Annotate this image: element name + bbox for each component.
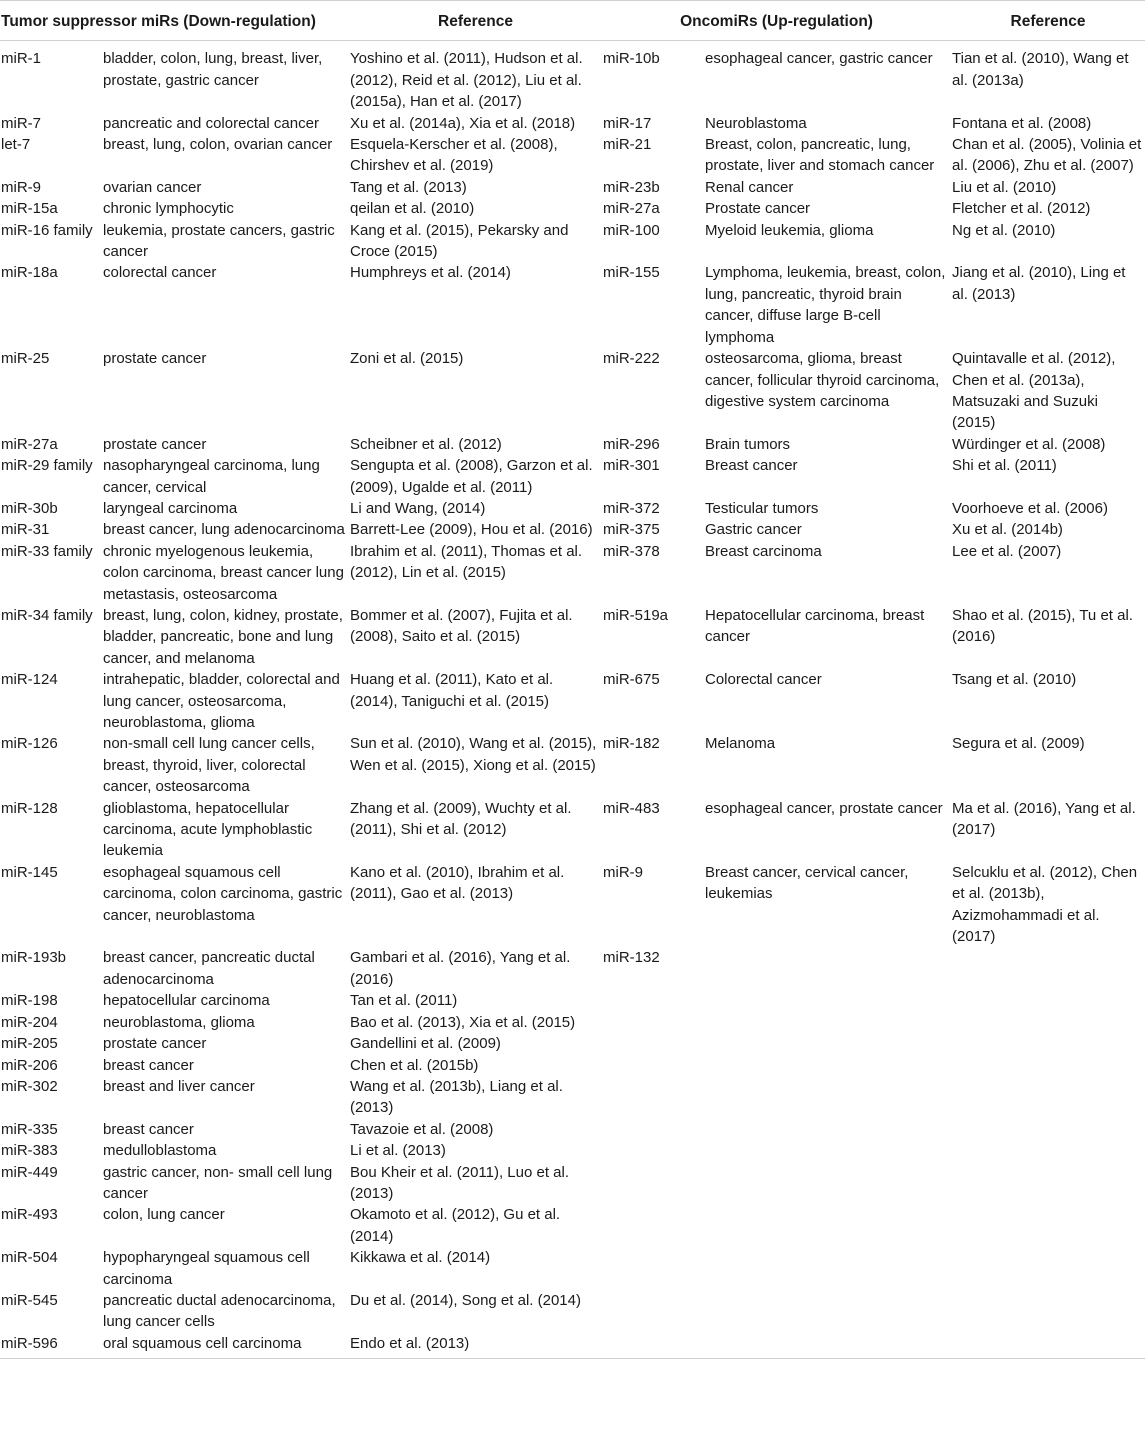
oncomir-cancer-types-cell: Brain tumors <box>705 435 791 453</box>
suppressor-mir-cell: miR-302 <box>1 1077 58 1095</box>
suppressor-mir-cell: miR-9 <box>1 178 41 196</box>
oncomir-reference-cell: Würdinger et al. (2008) <box>952 435 1106 453</box>
oncomir-name-cell <box>602 990 704 1011</box>
oncomir-reference-cell <box>951 1204 1145 1247</box>
suppressor-cancer-types-cell: nasopharyngeal carcinoma, lung cancer, cervical <box>103 457 320 496</box>
suppressor-cancer-types-cell: pancreatic and colorectal cancer <box>103 114 319 132</box>
suppressor-mir-cell: miR-33 family <box>1 542 93 560</box>
oncomir-reference-cell: Fletcher et al. (2012) <box>952 200 1091 218</box>
oncomir-reference-cell: Voorhoeve et al. (2006) <box>952 499 1108 517</box>
table-row <box>0 1119 1145 1140</box>
table-row <box>0 498 1145 519</box>
suppressor-mir-cell: miR-596 <box>0 1333 102 1359</box>
oncomir-cancer-types-cell: Renal cancer <box>705 178 794 196</box>
oncomir-name-cell <box>602 1140 704 1161</box>
oncomir-name-cell <box>602 1162 704 1205</box>
header-row <box>0 1 1145 41</box>
table-row <box>0 1140 1145 1161</box>
oncomir-cancer-types-cell: Testicular tumors <box>705 499 819 517</box>
oncomir-cancer-types-cell: Myeloid leukemia, glioma <box>705 221 874 239</box>
suppressor-mir-cell: miR-124 <box>1 671 58 689</box>
suppressor-reference-cell: Tang et al. (2013) <box>350 178 467 196</box>
oncomir-name-cell: miR-222 <box>603 350 660 368</box>
oncomir-cancer-types-cell: esophageal cancer, prostate cancer <box>705 799 943 817</box>
suppressor-cancer-types-cell: ovarian cancer <box>103 178 202 196</box>
suppressor-cancer-types-cell: prostate cancer <box>103 435 207 453</box>
oncomir-cancer-types-cell: Breast cancer, cervical cancer, leukemias <box>705 863 909 903</box>
suppressor-reference-cell: Sun et al. (2010), Wang et al. (2015), Wen et al. (2015), Xiong et al. (2015) <box>350 735 597 774</box>
oncomir-cancer-types-cell: osteosarcoma, glioma, breast cancer, follicular thyroid carcinoma, digestive system carcinoma <box>705 350 940 410</box>
suppressor-reference-cell: Tavazoie et al. (2008) <box>350 1120 494 1138</box>
suppressor-mir-cell: miR-545 <box>1 1291 58 1309</box>
oncomir-name-cell: miR-301 <box>603 457 660 475</box>
oncomir-cancer-types-cell: Colorectal cancer <box>705 671 822 689</box>
table-row <box>0 862 1145 948</box>
oncomir-name-cell: miR-23b <box>603 178 660 196</box>
suppressor-reference-cell: Huang et al. (2011), Kato et al. (2014), Taniguchi et al. (2015) <box>350 671 554 710</box>
suppressor-reference-cell: Barrett-Lee (2009), Hou et al. (2016) <box>350 521 593 539</box>
suppressor-mir-cell: miR-16 family <box>1 221 93 239</box>
suppressor-reference-cell: Chen et al. (2015b) <box>350 1056 479 1074</box>
oncomir-reference-cell: Quintavalle et al. (2012), Chen et al. (2013a), Matsuzaki and Suzuki (2015) <box>952 350 1116 432</box>
oncomir-reference-cell <box>951 1012 1145 1033</box>
oncomir-cancer-types-cell <box>704 1247 951 1290</box>
suppressor-mir-cell: miR-493 <box>1 1206 58 1224</box>
oncomir-cancer-types-cell <box>704 1055 951 1076</box>
oncomir-name-cell: miR-675 <box>603 671 660 689</box>
oncomir-name-cell: miR-519a <box>603 606 669 624</box>
table-row <box>0 541 1145 605</box>
suppressor-mir-cell: miR-15a <box>1 200 58 218</box>
oncomir-reference-cell: Jiang et al. (2010), Ling et al. (2013) <box>952 264 1126 303</box>
oncomir-cancer-types-cell: Melanoma <box>705 735 776 753</box>
oncomir-reference-cell: Fontana et al. (2008) <box>952 114 1092 132</box>
oncomir-cancer-types-cell: Breast, colon, pancreatic, lung, prostate, liver and stomach cancer <box>705 136 935 175</box>
oncomir-name-cell: miR-182 <box>603 735 660 753</box>
oncomir-reference-cell <box>951 1333 1145 1359</box>
suppressor-mir-cell: miR-27a <box>1 435 58 453</box>
header-reference-left: Reference <box>349 1 602 41</box>
suppressor-reference-cell: Xu et al. (2014a), Xia et al. (2018) <box>350 114 576 132</box>
suppressor-cancer-types-cell: prostate cancer <box>103 350 207 368</box>
table-row <box>0 1247 1145 1290</box>
suppressor-cancer-types-cell: esophageal squamous cell carcinoma, colon carcinoma, gastric cancer, neuroblastoma <box>103 863 343 924</box>
suppressor-mir-cell: miR-335 <box>1 1120 58 1138</box>
oncomir-cancer-types-cell: Prostate cancer <box>705 200 811 218</box>
oncomir-cancer-types-cell <box>704 1012 951 1033</box>
oncomir-name-cell <box>602 1333 704 1359</box>
oncomir-cancer-types-cell <box>704 1140 951 1161</box>
suppressor-cancer-types-cell: neuroblastoma, glioma <box>103 1013 255 1031</box>
suppressor-reference-cell: Li and Wang, (2014) <box>350 499 486 517</box>
oncomir-name-cell <box>602 1119 704 1140</box>
suppressor-reference-cell: Zoni et al. (2015) <box>350 350 464 368</box>
oncomir-name-cell: miR-27a <box>603 200 660 218</box>
suppressor-cancer-types-cell: prostate cancer <box>103 1035 207 1053</box>
suppressor-cancer-types-cell: colorectal cancer <box>103 264 217 282</box>
suppressor-cancer-types-cell: intrahepatic, bladder, colorectal and lung cancer, osteosarcoma, neuroblastoma, glioma <box>103 671 340 731</box>
table-header <box>0 1 1145 41</box>
suppressor-reference-cell: Yoshino et al. (2011), Hudson et al. (2012), Reid et al. (2012), Liu et al. (2015a), Han et al. (2017) <box>350 50 583 111</box>
oncomir-cancer-types-cell <box>704 1333 951 1359</box>
header-oncomirs: OncomiRs (Up-regulation) <box>602 1 951 41</box>
suppressor-mir-cell: miR-193b <box>1 949 67 967</box>
suppressor-reference-cell: Humphreys et al. (2014) <box>350 264 511 282</box>
suppressor-cancer-types-cell: medulloblastoma <box>103 1142 217 1160</box>
table-row <box>0 733 1145 797</box>
table-row <box>0 990 1145 1011</box>
suppressor-cancer-types-cell: oral squamous cell carcinoma <box>102 1333 349 1359</box>
oncomir-cancer-types-cell: Lymphoma, leukemia, breast, colon, lung, pancreatic, thyroid brain cancer, diffuse large B-cell lymphoma <box>705 264 946 346</box>
suppressor-reference-cell: qeilan et al. (2010) <box>350 200 475 218</box>
oncomir-cancer-types-cell <box>704 947 951 990</box>
oncomir-cancer-types-cell <box>704 990 951 1011</box>
suppressor-mir-cell: miR-145 <box>1 863 58 881</box>
oncomir-reference-cell: Shao et al. (2015), Tu et al. (2016) <box>952 606 1133 646</box>
header-tumor-suppressor: Tumor suppressor miRs (Down-regulation) <box>0 1 349 41</box>
oncomir-name-cell: miR-17 <box>603 114 652 132</box>
suppressor-cancer-types-cell: glioblastoma, hepatocellular carcinoma, acute lymphoblastic leukemia <box>103 799 313 860</box>
suppressor-reference-cell: Gambari et al. (2016), Yang et al. (2016) <box>350 949 571 988</box>
oncomir-cancer-types-cell <box>704 1076 951 1119</box>
oncomir-reference-cell: Ma et al. (2016), Yang et al. (2017) <box>952 799 1136 839</box>
table-row <box>0 798 1145 862</box>
oncomir-name-cell <box>602 1076 704 1119</box>
oncomir-reference-cell: Tsang et al. (2010) <box>952 671 1077 689</box>
table-row <box>0 519 1145 540</box>
oncomir-cancer-types-cell: esophageal cancer, gastric cancer <box>705 50 933 68</box>
oncomir-cancer-types-cell <box>704 1033 951 1054</box>
oncomir-cancer-types-cell: Hepatocellular carcinoma, breast cancer <box>705 606 925 646</box>
oncomir-name-cell <box>602 1055 704 1076</box>
suppressor-reference-cell: Gandellini et al. (2009) <box>350 1035 501 1053</box>
suppressor-reference-cell: Sengupta et al. (2008), Garzon et al. (2009), Ugalde et al. (2011) <box>350 457 593 496</box>
suppressor-cancer-types-cell: non-small cell lung cancer cells, breast, thyroid, liver, colorectal cancer, osteosarcoma <box>103 735 315 796</box>
table-row <box>0 177 1145 198</box>
suppressor-mir-cell: miR-204 <box>1 1013 58 1031</box>
oncomir-cancer-types-cell <box>704 1119 951 1140</box>
table-row <box>0 262 1145 348</box>
suppressor-cancer-types-cell: breast cancer, pancreatic ductal adenocarcinoma <box>103 949 315 988</box>
oncomir-name-cell: miR-132 <box>603 949 660 967</box>
oncomir-reference-cell <box>951 1247 1145 1290</box>
suppressor-reference-cell: Okamoto et al. (2012), Gu et al. (2014) <box>350 1206 561 1245</box>
suppressor-reference-cell: Scheibner et al. (2012) <box>350 435 502 453</box>
oncomir-reference-cell: Liu et al. (2010) <box>952 178 1057 196</box>
table-row <box>0 1204 1145 1247</box>
suppressor-mir-cell: miR-25 <box>1 350 50 368</box>
suppressor-reference-cell: Wang et al. (2013b), Liang et al. (2013) <box>350 1077 563 1117</box>
suppressor-mir-cell: miR-30b <box>1 499 58 517</box>
suppressor-reference-cell: Kano et al. (2010), Ibrahim et al. (2011), Gao et al. (2013) <box>350 863 565 903</box>
suppressor-mir-cell: miR-29 family <box>1 457 93 475</box>
suppressor-cancer-types-cell: gastric cancer, non- small cell lung cancer <box>103 1163 333 1202</box>
oncomir-reference-cell: Selcuklu et al. (2012), Chen et al. (2013b), Azizmohammadi et al. (2017) <box>952 863 1138 946</box>
suppressor-cancer-types-cell: breast cancer <box>103 1120 194 1138</box>
table-row <box>0 455 1145 498</box>
suppressor-reference-cell: Esquela-Kerscher et al. (2008), Chirshev et al. (2019) <box>350 136 558 175</box>
table-row <box>0 1290 1145 1333</box>
oncomir-cancer-types-cell: Gastric cancer <box>705 521 802 539</box>
oncomir-reference-cell: Ng et al. (2010) <box>952 221 1056 239</box>
suppressor-reference-cell: Bommer et al. (2007), Fujita et al. (2008), Saito et al. (2015) <box>350 606 573 646</box>
suppressor-mir-cell: miR-504 <box>1 1249 58 1267</box>
table-row <box>0 669 1145 733</box>
oncomir-reference-cell <box>951 1119 1145 1140</box>
oncomir-reference-cell: Chan et al. (2005), Volinia et al. (2006), Zhu et al. (2007) <box>952 136 1142 175</box>
suppressor-mir-cell: miR-206 <box>1 1056 58 1074</box>
table-row <box>0 41 1145 113</box>
table-row <box>0 1076 1145 1119</box>
suppressor-cancer-types-cell: breast, lung, colon, kidney, prostate, bladder, pancreatic, bone and lung cancer, and melanoma <box>103 606 343 667</box>
suppressor-cancer-types-cell: breast cancer <box>103 1056 194 1074</box>
suppressor-cancer-types-cell: hypopharyngeal squamous cell carcinoma <box>103 1249 310 1288</box>
oncomir-reference-cell <box>951 1033 1145 1054</box>
oncomir-name-cell: miR-378 <box>603 542 660 560</box>
oncomir-name-cell: miR-375 <box>603 521 660 539</box>
suppressor-cancer-types-cell: pancreatic ductal adenocarcinoma, lung cancer cells <box>103 1291 336 1331</box>
suppressor-cancer-types-cell: breast cancer, lung adenocarcinoma <box>103 521 345 539</box>
suppressor-mir-cell: miR-7 <box>1 114 41 132</box>
table-row <box>0 348 1145 434</box>
suppressor-mir-cell: miR-18a <box>1 264 58 282</box>
suppressor-reference-cell: Endo et al. (2013) <box>349 1333 602 1359</box>
oncomir-reference-cell <box>951 1290 1145 1333</box>
suppressor-mir-cell: miR-31 <box>1 521 50 539</box>
oncomir-name-cell <box>602 1033 704 1054</box>
oncomir-reference-cell: Shi et al. (2011) <box>952 457 1057 475</box>
suppressor-cancer-types-cell: hepatocellular carcinoma <box>103 992 270 1010</box>
suppressor-cancer-types-cell: chronic lymphocytic <box>103 200 234 218</box>
table-row <box>0 1012 1145 1033</box>
oncomir-reference-cell <box>951 1076 1145 1119</box>
oncomir-cancer-types-cell <box>704 1162 951 1205</box>
oncomir-cancer-types-cell: Breast cancer <box>705 457 798 475</box>
oncomir-cancer-types-cell <box>704 1290 951 1333</box>
suppressor-mir-cell: miR-1 <box>1 50 41 68</box>
table-body <box>0 41 1145 1359</box>
oncomir-name-cell: miR-21 <box>603 136 652 154</box>
oncomir-reference-cell <box>951 1055 1145 1076</box>
table-row <box>0 1033 1145 1054</box>
oncomir-name-cell: miR-10b <box>603 50 660 68</box>
suppressor-cancer-types-cell: leukemia, prostate cancers, gastric cancer <box>103 221 335 261</box>
suppressor-mir-cell: miR-198 <box>1 992 58 1010</box>
table-row <box>0 134 1145 177</box>
oncomir-cancer-types-cell: Neuroblastoma <box>705 114 807 132</box>
table-row <box>0 434 1145 455</box>
table-row <box>0 1162 1145 1205</box>
oncomir-reference-cell: Xu et al. (2014b) <box>952 521 1063 539</box>
suppressor-reference-cell: Kang et al. (2015), Pekarsky and Croce (2015) <box>350 221 569 261</box>
oncomir-name-cell <box>602 1204 704 1247</box>
table-row <box>0 947 1145 990</box>
oncomir-reference-cell <box>951 1140 1145 1161</box>
oncomir-cancer-types-cell <box>704 1204 951 1247</box>
oncomir-name-cell: miR-155 <box>603 264 660 282</box>
suppressor-reference-cell: Li et al. (2013) <box>350 1142 446 1160</box>
oncomir-name-cell: miR-483 <box>603 799 660 817</box>
suppressor-cancer-types-cell: colon, lung cancer <box>103 1206 225 1224</box>
oncomir-reference-cell <box>951 1162 1145 1205</box>
oncomir-reference-cell: Lee et al. (2007) <box>952 542 1062 560</box>
oncomir-name-cell: miR-296 <box>603 435 660 453</box>
oncomir-name-cell <box>602 1247 704 1290</box>
suppressor-mir-cell: miR-205 <box>1 1035 58 1053</box>
suppressor-cancer-types-cell: breast, lung, colon, ovarian cancer <box>103 136 333 154</box>
suppressor-cancer-types-cell: bladder, colon, lung, breast, liver, prostate, gastric cancer <box>103 50 323 89</box>
suppressor-mir-cell: miR-128 <box>1 799 58 817</box>
suppressor-reference-cell: Kikkawa et al. (2014) <box>350 1249 491 1267</box>
suppressor-reference-cell: Bao et al. (2013), Xia et al. (2015) <box>350 1013 576 1031</box>
suppressor-mir-cell: miR-34 family <box>1 606 93 624</box>
suppressor-mir-cell: let-7 <box>1 136 31 154</box>
suppressor-reference-cell: Zhang et al. (2009), Wuchty et al. (2011), Shi et al. (2012) <box>350 799 572 839</box>
table-row <box>0 1333 1145 1359</box>
suppressor-mir-cell: miR-126 <box>1 735 58 753</box>
table-row <box>0 1055 1145 1076</box>
oncomir-name-cell: miR-9 <box>603 863 643 881</box>
suppressor-reference-cell: Bou Kheir et al. (2011), Luo et al. (2013) <box>350 1163 570 1202</box>
oncomir-reference-cell <box>951 990 1145 1011</box>
oncomir-name-cell: miR-372 <box>603 499 660 517</box>
oncomir-name-cell <box>602 1290 704 1333</box>
suppressor-reference-cell: Tan et al. (2011) <box>350 992 458 1010</box>
suppressor-cancer-types-cell: laryngeal carcinoma <box>103 499 238 517</box>
table-row <box>0 220 1145 263</box>
oncomir-reference-cell: Tian et al. (2010), Wang et al. (2013a) <box>952 50 1129 89</box>
oncomir-name-cell: miR-100 <box>603 221 660 239</box>
suppressor-reference-cell: Ibrahim et al. (2011), Thomas et al. (2012), Lin et al. (2015) <box>350 542 583 582</box>
suppressor-mir-cell: miR-449 <box>1 1163 58 1181</box>
oncomir-reference-cell: Segura et al. (2009) <box>952 735 1085 753</box>
suppressor-mir-cell: miR-383 <box>1 1142 58 1160</box>
suppressor-cancer-types-cell: breast and liver cancer <box>103 1077 255 1095</box>
table-row <box>0 113 1145 134</box>
oncomir-reference-cell <box>951 947 1145 990</box>
suppressor-reference-cell: Du et al. (2014), Song et al. (2014) <box>350 1291 581 1309</box>
suppressor-cancer-types-cell: chronic myelogenous leukemia, colon carcinoma, breast cancer lung metastasis, osteosarcoma <box>103 542 344 603</box>
table-row <box>0 198 1145 219</box>
oncomir-name-cell <box>602 1012 704 1033</box>
header-reference-right: Reference <box>951 1 1145 41</box>
table-row <box>0 605 1145 669</box>
oncomir-cancer-types-cell: Breast carcinoma <box>705 542 822 560</box>
